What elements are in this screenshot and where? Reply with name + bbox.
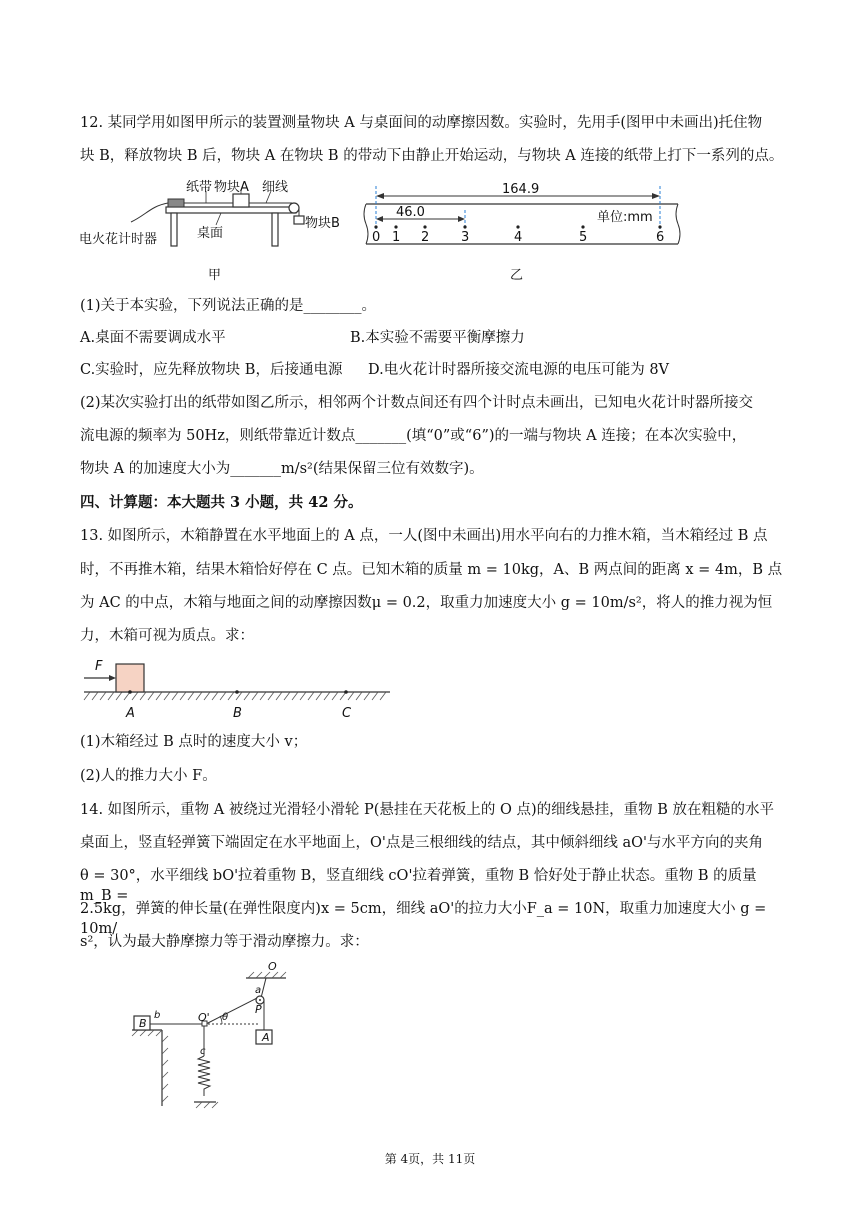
point-label-3: 3 (461, 230, 470, 245)
label-block-b: 物块B (305, 216, 340, 231)
pulley (289, 203, 299, 213)
label-p: P (255, 1003, 262, 1016)
point-label-5: 5 (579, 230, 588, 245)
q13-line2: 时，不再推木箱，结果木箱恰好停在 C 点。已知木箱的质量 m = 10kg，A、B 两点间的距离 x = 4m，B 点 (80, 562, 783, 578)
q12-sub2-l1: (2)某次实验打出的纸带如图乙所示，相邻两个计数点间还有四个计时点未画出，已知电火花计时器所接交 (80, 395, 754, 411)
q13-sub2: (2)人的推力大小 F。 (80, 768, 217, 784)
label-b: B (233, 706, 242, 721)
dist-part: 46.0 (396, 205, 425, 220)
q12-opt-c: C.实验时，应先释放物块 B，后接通电源 (80, 362, 343, 378)
unit-label: 单位:mm (597, 210, 653, 225)
q12-opt-a: A.桌面不需要调成水平 (80, 330, 226, 346)
point-label-6: 6 (656, 230, 665, 245)
q12-sub2-l2: 流电源的频率为 50Hz，则纸带靠近计数点_______(填“0”或“6”)的一端与物块 A 连接；在本次实验中， (80, 428, 747, 444)
label-o-prime: O' (198, 1011, 210, 1024)
label-b-small: b (154, 1010, 161, 1021)
label-a: A (126, 706, 135, 721)
q14-line1: 14. 如图所示，重物 A 被绕过光滑轻小滑轮 P(悬挂在天花板上的 O 点)的细线悬挂，重物 B 放在粗糙的水平 (80, 802, 775, 818)
label-theta: θ (222, 1012, 229, 1023)
force-label: F (95, 659, 103, 674)
q12-line2: 块 B，释放物块 B 后，物块 A 在物块 B 的带动下由静止开始运动，与物块 A 连接的纸带上打下一系列的点。 (80, 148, 784, 164)
q13-sub1: (1)木箱经过 B 点时的速度大小 v； (80, 734, 308, 750)
label-o: O (268, 960, 277, 973)
point-a (128, 690, 132, 694)
label-block-a: 物块A (214, 180, 249, 195)
q12-sub2-l3: 物块 A 的加速度大小为_______m/s²(结果保留三位有效数字)。 (80, 461, 484, 477)
section-heading: 四、计算题：本大题共 3 小题，共 42 分。 (80, 494, 363, 511)
block-a (233, 194, 249, 207)
q12-sub1: (1)关于本实验，下列说法正确的是________。 (80, 298, 377, 314)
timer (168, 199, 184, 207)
block-b (294, 216, 304, 224)
q13-line4: 力，木箱可视为质点。求： (80, 628, 254, 644)
q12-line1: 12. 某同学用如图甲所示的装置测量物块 A 与桌面间的动摩擦因数。实验时，先用手(图甲中未画出)托住物 (80, 115, 763, 131)
point-label-1: 1 (392, 230, 401, 245)
desk-leg-left (171, 213, 177, 246)
label-timer: 电火花计时器 (79, 232, 158, 247)
label-string: 细线 (262, 180, 289, 195)
point-label-0: 0 (372, 230, 381, 245)
tape-dot-3 (463, 225, 466, 228)
tape-dot-1 (394, 225, 397, 228)
label-block-a: A (262, 1031, 270, 1044)
dist-total: 164.9 (502, 182, 540, 197)
q13-line3: 为 AC 的中点，木箱与地面之间的动摩擦因数μ = 0.2，取重力加速度大小 g = 10m/s²，将人的推力视为恒 (80, 595, 773, 611)
tape-dot-5 (581, 225, 584, 228)
point-label-4: 4 (514, 230, 523, 245)
spring (198, 1056, 210, 1096)
tape-dot-2 (423, 225, 426, 228)
tape-dot-4 (516, 225, 519, 228)
label-c-small: c (200, 1046, 206, 1057)
q14-line2: 桌面上，竖直轻弹簧下端固定在水平地面上，O'点是三根细线的结点，其中倾斜细线 aO'与水平方向的夹角 (80, 835, 763, 851)
caption-yi: 乙 (510, 268, 524, 283)
q12-opt-b: B.本实验不需要平衡摩擦力 (350, 330, 525, 346)
q14-line4: 2.5kg，弹簧的伸长量(在弹性限度内)x = 5cm，细线 aO'的拉力大小F_a = 10N，取重力加速度大小 g = 10m/ (80, 901, 767, 937)
q13-line1: 13. 如图所示，木箱静置在水平地面上的 A 点，一人(图中未画出)用水平向右的力推木箱，当木箱经过 B 点 (80, 528, 768, 544)
q14-line5: s²，认为最大静摩擦力等于滑动摩擦力。求： (80, 934, 369, 950)
label-a-small: a (255, 985, 262, 996)
label-block-b-q14: B (139, 1017, 147, 1030)
q12-opt-d: D.电火花计时器所接交流电源的电压可能为 8V (368, 362, 670, 378)
label-desk: 桌面 (197, 226, 224, 241)
caption-jia: 甲 (208, 268, 222, 283)
figure-q14 (118, 962, 318, 1112)
point-c (344, 690, 348, 694)
desk-leg-right (272, 213, 278, 246)
label-tape: 纸带 (186, 180, 213, 195)
label-c: C (342, 706, 352, 721)
point-label-2: 2 (421, 230, 430, 245)
q14-line3: θ = 30°，水平细线 bO'拉着重物 B，竖直细线 cO'拉着弹簧，重物 B 恰好处于静止状态。重物 B 的质量m_B = (80, 868, 757, 904)
tape-dot-0 (374, 225, 377, 228)
point-b (235, 690, 239, 694)
page-footer: 第 4页，共 11页 (384, 1152, 476, 1166)
tape-dot-6 (658, 225, 661, 228)
desk-top (166, 207, 296, 213)
wooden-box (116, 664, 144, 692)
timer-wire (131, 203, 168, 222)
